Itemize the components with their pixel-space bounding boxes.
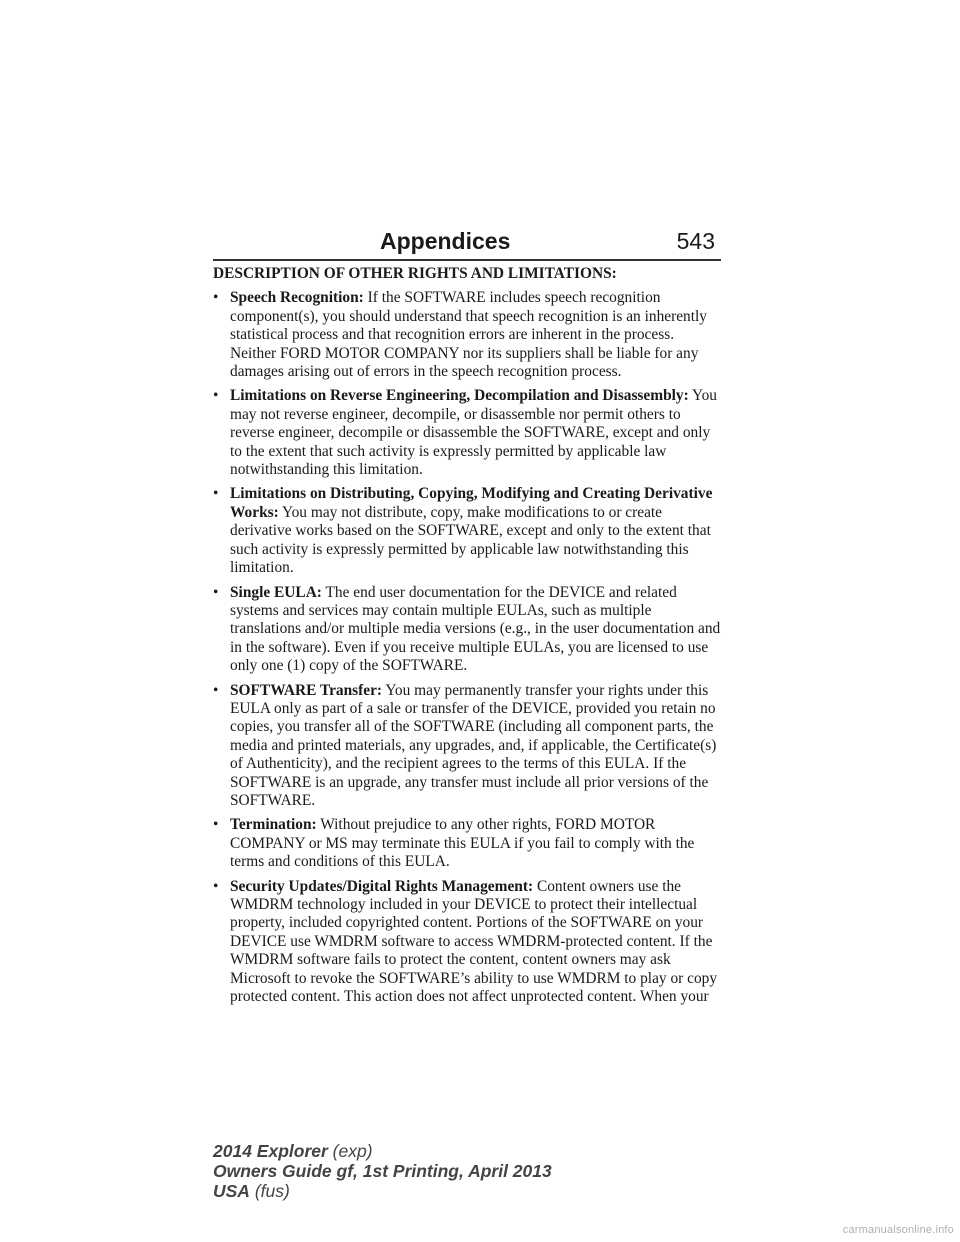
footer-line-model xyxy=(213,1141,552,1161)
bullet-icon: • xyxy=(213,583,219,601)
section-title: Appendices xyxy=(380,228,511,254)
item-text: Content owners use the WMDRM technology included in your DEVICE to protect their intellectual property, included copyrighted content. Portions of the SOFTWARE on your DEVICE use WMDRM software to access WMDRM-protected content. If the WMDRM software fails to protect the content, content owners may ask Microsoft to revoke the SOFTWARE’s ability to use WMDRM to play or copy protected content. This action does not affect unprotected content. When your xyxy=(230,877,718,1006)
bullet-icon: • xyxy=(213,485,219,503)
item-text: You may not reverse engineer, decompile, or disassemble nor permit others to reverse engineer, decompile or disassemble the SOFTWARE, except and only to the extent that such activity is expressly permitted by applicable law notwithstanding this limitation. xyxy=(230,387,717,479)
item-text: You may not distribute, copy, make modifications to or create derivative works based on the SOFTWARE, except and only to the extent that such activity is expressly permitted by applicable law notwithstanding this limitation. xyxy=(230,503,711,577)
item-term: Single EULA: xyxy=(230,583,322,601)
item-term: SOFTWARE Transfer: xyxy=(230,681,383,699)
list-item xyxy=(213,387,723,479)
bullet-icon: • xyxy=(213,816,219,834)
list-item xyxy=(213,878,723,1007)
item-term: Limitations on Distributing, Copying, Modifying and Creating Derivative Works: xyxy=(230,485,713,521)
item-text: Without prejudice to any other rights, FORD MOTOR COMPANY or MS may terminate this EULA if you fail to comply with the terms and conditions of this EULA. xyxy=(230,816,695,871)
list-item xyxy=(213,289,723,381)
item-text: The end user documentation for the DEVICE and related systems and services may contain multiple EULAs, such as multiple translations and/or multiple media versions (e.g., in the user documentation and in the software). Even if you receive multiple EULAs, you are licensed to use only one (1) copy of the SOFTWARE. xyxy=(230,583,721,675)
page-number: 543 xyxy=(676,228,715,254)
item-text: If the SOFTWARE includes speech recognition component(s), you should understand that speech recognition is an inherently statistical process and that recognition errors are inherent in the process. Neither FORD MOTOR COMPANY nor its suppliers shall be liable for any damages arising out of errors in the speech recognition process. xyxy=(230,289,707,381)
item-term: Termination: xyxy=(230,816,317,834)
item-text: You may permanently transfer your rights under this EULA only as part of a sale or transfer of the DEVICE, provided you retain no copies, you transfer all of the SOFTWARE (including all component parts, the media and printed materials, any upgrades, and, if applicable, the Certificate(s) of Authenticity), and the recipient agrees to the terms of this EULA. If the SOFTWARE is an upgrade, any transfer must include all prior versions of the SOFTWARE. xyxy=(230,681,717,809)
page-body xyxy=(213,265,723,1012)
item-term: Limitations on Reverse Engineering, Decompilation and Disassembly: xyxy=(230,387,689,405)
footer-model-code: (exp) xyxy=(332,1141,373,1161)
page-header xyxy=(213,226,721,260)
item-term: Speech Recognition: xyxy=(230,289,364,307)
bullet-icon: • xyxy=(213,681,219,699)
footer-printing: Owners Guide gf, 1st Printing, April 2013 xyxy=(213,1161,552,1181)
header-rule xyxy=(213,259,721,261)
list-item xyxy=(213,816,723,871)
footer-model: 2014 Explorer xyxy=(213,1141,328,1161)
item-term: Security Updates/Digital Rights Management: xyxy=(230,877,534,895)
list-item xyxy=(213,584,723,676)
rights-list xyxy=(213,289,723,1006)
section-heading: DESCRIPTION OF OTHER RIGHTS AND LIMITATIONS: xyxy=(213,265,617,282)
bullet-icon: • xyxy=(213,387,219,405)
list-item xyxy=(213,682,723,811)
footer-line-market xyxy=(213,1181,552,1201)
bullet-icon: • xyxy=(213,877,219,895)
list-item xyxy=(213,485,723,577)
bullet-icon: • xyxy=(213,289,219,307)
footer-market-code: (fus) xyxy=(254,1181,290,1201)
watermark: carmanualsonline.info xyxy=(842,1224,954,1236)
footer-market: USA xyxy=(213,1181,250,1201)
print-footer xyxy=(213,1141,552,1201)
